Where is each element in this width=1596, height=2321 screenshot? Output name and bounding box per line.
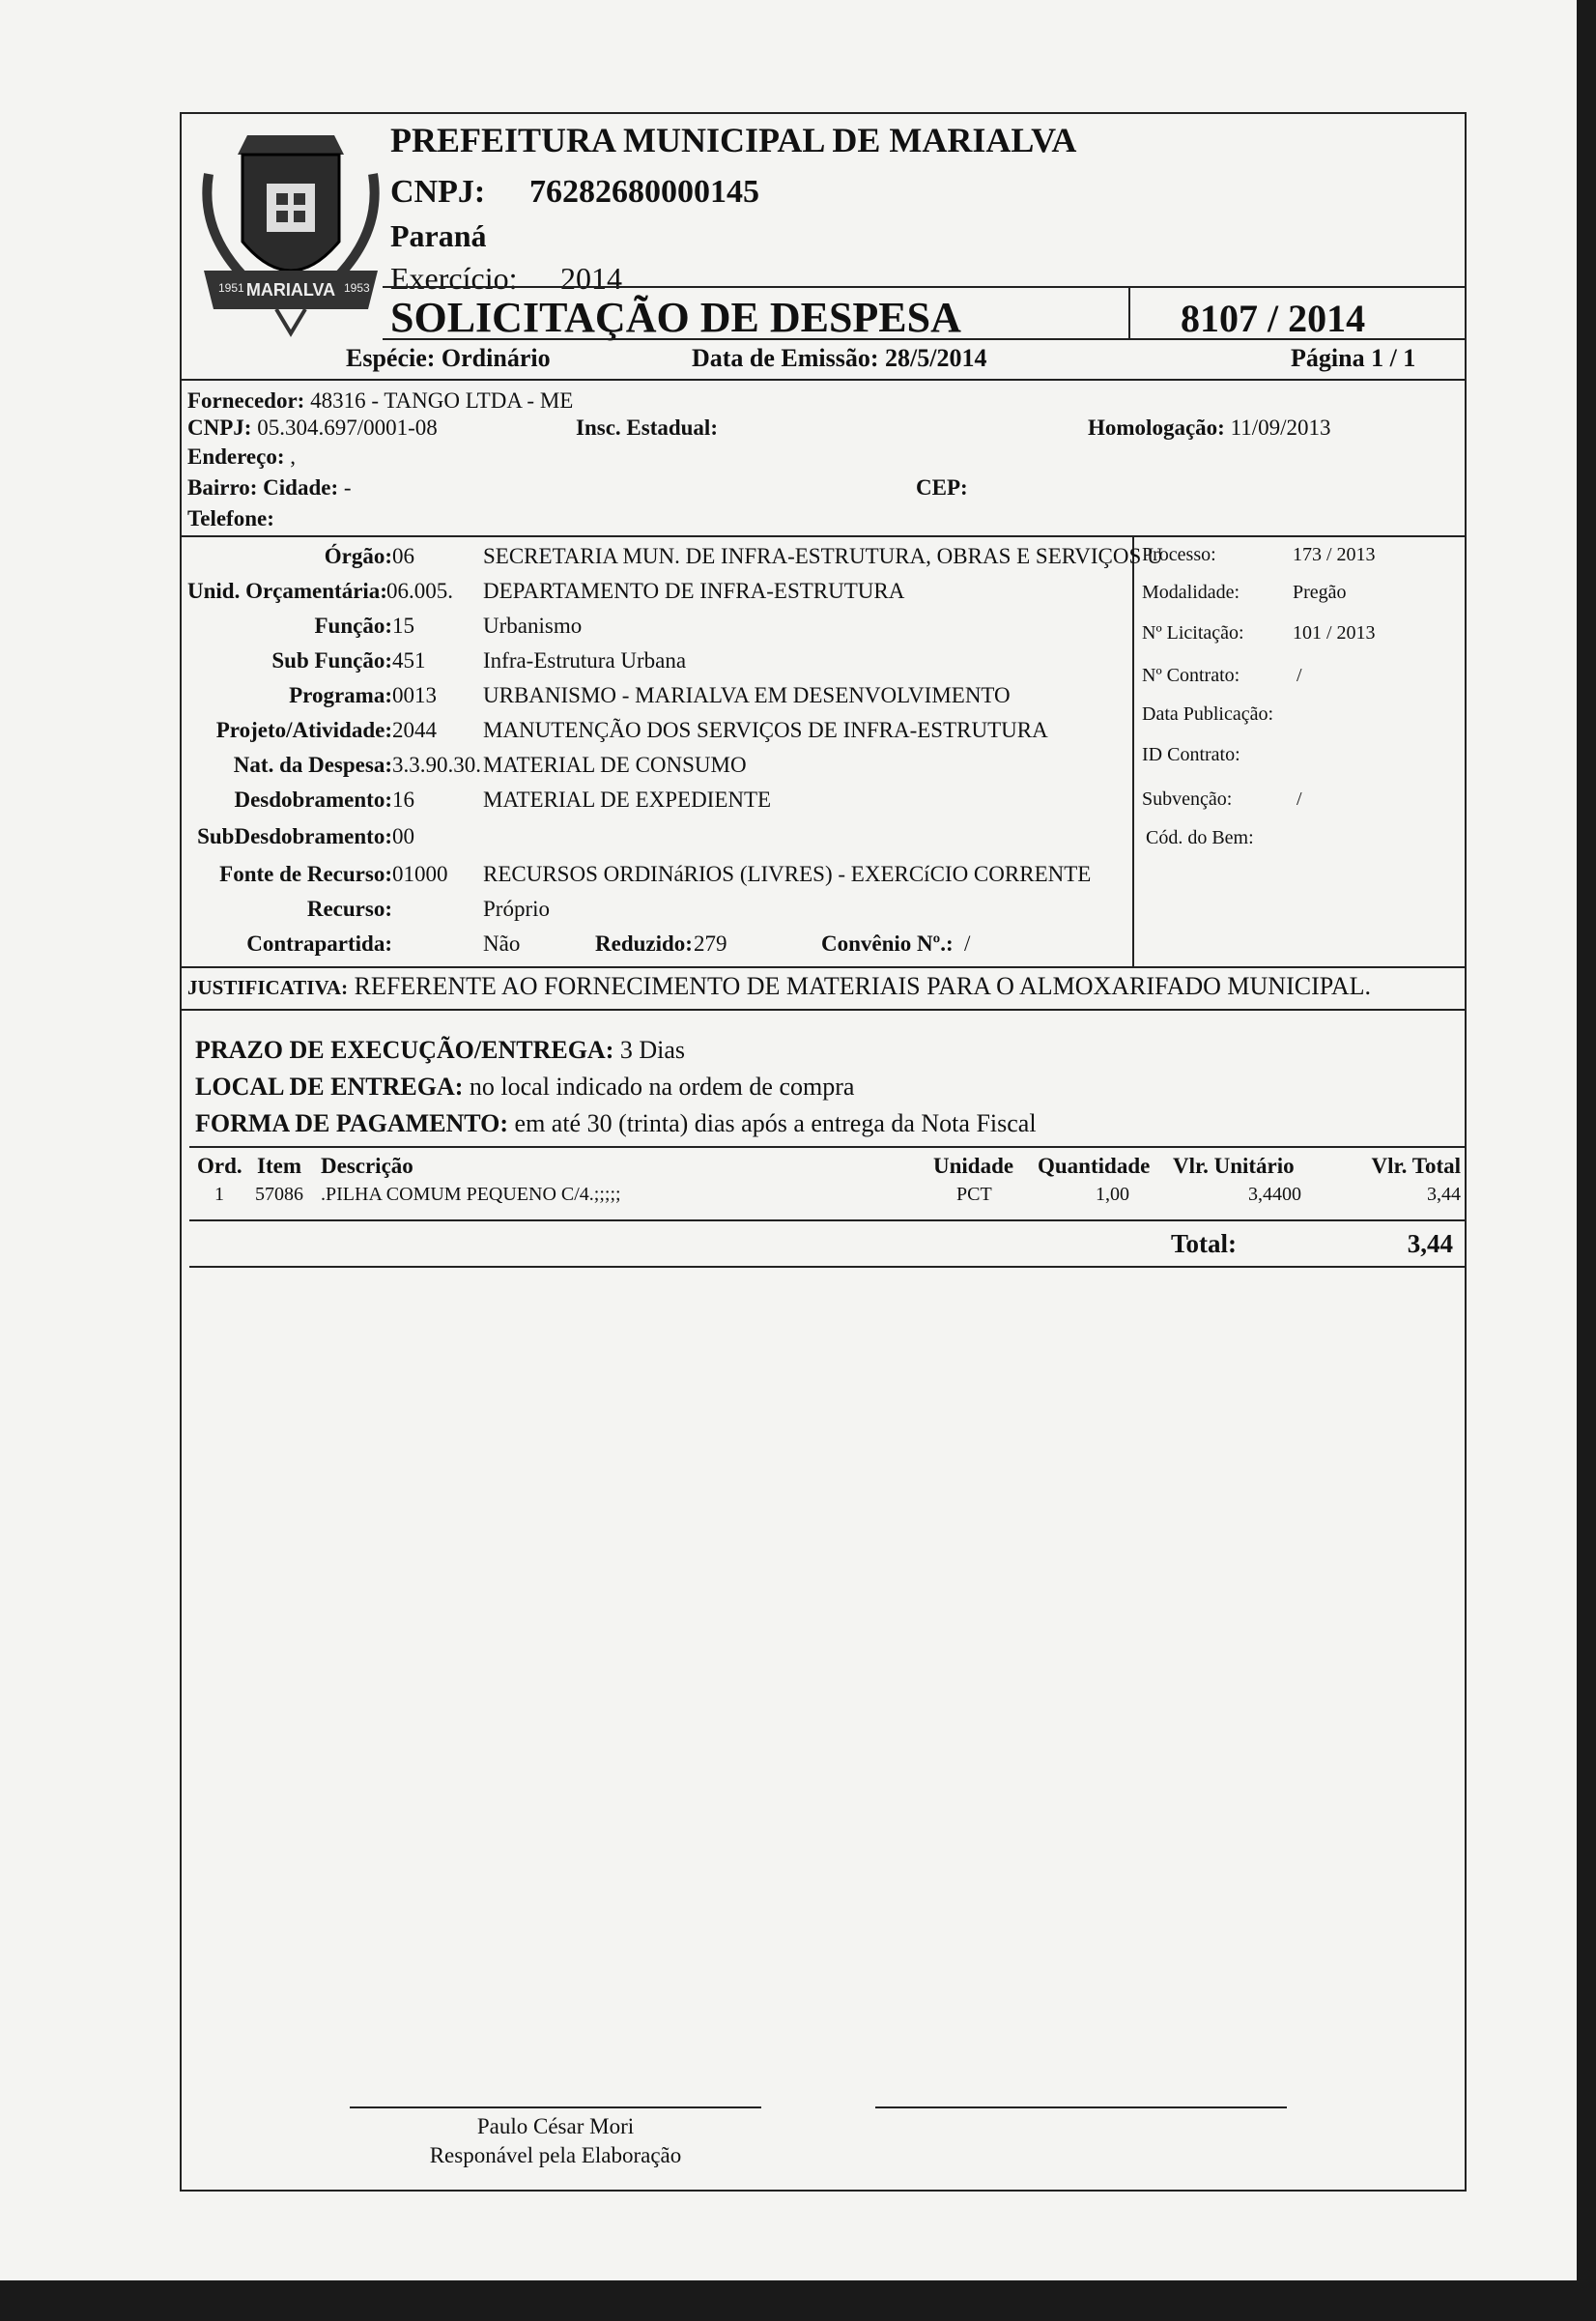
projeto-desc: MANUTENÇÃO DOS SERVIÇOS DE INFRA-ESTRUTURA: [483, 718, 1048, 742]
bairro-label: Bairro:: [187, 475, 258, 500]
prazo-value: 3 Dias: [619, 1036, 686, 1064]
document-title: SOLICITAÇÃO DE DESPESA: [390, 294, 961, 341]
desdob-label: Desdobramento:: [234, 788, 392, 812]
local-label: LOCAL DE ENTREGA:: [195, 1073, 464, 1101]
col-unidade-header: Unidade: [933, 1154, 1014, 1178]
budget-process-separator: [1132, 535, 1134, 966]
items-divider: [189, 1219, 1467, 1221]
reduzido-label: Reduzido:: [595, 931, 693, 956]
funcao-code: 15: [392, 614, 414, 638]
justificativa-label: JUSTIFICATIVA:: [187, 976, 349, 999]
reduzido-value: 279: [694, 931, 727, 956]
homologacao-value: 11/09/2013: [1230, 415, 1331, 440]
header-divider-mid: [383, 338, 1467, 340]
insc-estadual-label: Insc. Estadual:: [576, 415, 718, 440]
orgao-label: Órgão:: [324, 544, 392, 568]
supplier-cnpj-row: [187, 415, 438, 441]
projeto-code: 2044: [392, 718, 437, 742]
signature-line-right: [875, 2106, 1287, 2108]
terms-divider: [189, 1146, 1467, 1148]
modalidade-label: Modalidade:: [1142, 582, 1240, 603]
homologacao-label: Homologação:: [1088, 415, 1225, 440]
contrato-label: Nº Contrato:: [1142, 665, 1240, 686]
signer-name: Paulo César Mori: [476, 2114, 635, 2138]
col-item-header: Item: [257, 1154, 301, 1178]
modalidade-value: Pregão: [1293, 582, 1347, 603]
header-cnpj-value: 76282680000145: [529, 174, 759, 210]
subdesdob-code: 00: [392, 824, 414, 848]
fornecedor-value: 48316 - TANGO LTDA - ME: [310, 388, 574, 413]
supplier-divider: [180, 535, 1467, 537]
municipal-crest-icon: [189, 116, 392, 338]
page-number: Página 1 / 1: [1291, 344, 1416, 372]
telefone-label: Telefone:: [187, 506, 274, 530]
subfuncao-code: 451: [392, 648, 426, 673]
col-vlr-unitario-header: Vlr. Unitário: [1173, 1154, 1295, 1178]
row-vlr-unitario: 3,4400: [1248, 1184, 1301, 1205]
licitacao-label: Nº Licitação:: [1142, 622, 1244, 644]
row-ord: 1: [214, 1184, 224, 1205]
processo-value: 173 / 2013: [1293, 544, 1376, 565]
title-number-separator: [1128, 286, 1130, 338]
homologacao-row: [1088, 415, 1331, 441]
fornecedor-label: Fornecedor:: [187, 388, 305, 413]
natdesp-desc: MATERIAL DE CONSUMO: [483, 753, 747, 777]
unid-desc: DEPARTAMENTO DE INFRA-ESTRUTURA: [483, 579, 905, 603]
fonte-desc: RECURSOS ORDINáRIOS (LIVRES) - EXERCíCIO CORRENTE: [483, 862, 1092, 886]
header-divider-top: [383, 286, 1467, 288]
header-cnpj-label: CNPJ:: [390, 174, 486, 210]
licitacao-value: 101 / 2013: [1293, 622, 1376, 644]
supplier-cnpj-value: 05.304.697/0001-08: [257, 415, 438, 440]
col-descricao-header: Descrição: [321, 1154, 413, 1178]
contrato-value: /: [1297, 665, 1302, 686]
justificativa-row: [187, 972, 1371, 1001]
row-vlr-total: 3,44: [1427, 1184, 1461, 1205]
row-item: 57086: [255, 1184, 303, 1205]
scan-edge-bottom: [0, 2280, 1596, 2321]
endereco-row: [187, 444, 296, 470]
cep-label: CEP:: [916, 475, 968, 500]
crest-banner-text: MARIALVA: [245, 280, 336, 300]
crest-year-right: 1953: [344, 281, 370, 295]
signature-line-left: [350, 2106, 761, 2108]
exercise-value: 2014: [560, 261, 622, 296]
document-number: 8107 / 2014: [1181, 297, 1366, 340]
pagamento-value: em até 30 (trinta) dias após a entrega da Nota Fiscal: [514, 1109, 1037, 1137]
subdesdob-label: SubDesdobramento:: [197, 824, 392, 848]
desdob-code: 16: [392, 788, 414, 812]
local-value: no local indicado na ordem de compra: [469, 1073, 855, 1101]
natdesp-label: Nat. da Despesa:: [233, 753, 392, 777]
crest-year-left: 1951: [218, 281, 244, 295]
total-label: Total:: [1171, 1229, 1238, 1258]
row-quantidade: 1,00: [1096, 1184, 1129, 1205]
subfuncao-desc: Infra-Estrutura Urbana: [483, 648, 687, 673]
total-value: 3,44: [1407, 1229, 1453, 1258]
prazo-row: [195, 1036, 685, 1065]
header-divider-bottom: [180, 379, 1467, 381]
processo-label: Processo:: [1142, 544, 1216, 565]
scan-edge-right: [1577, 0, 1596, 2321]
row-descricao: .PILHA COMUM PEQUENO C/4.;;;;;: [321, 1184, 621, 1205]
species: Espécie: Ordinário: [346, 344, 551, 372]
publicacao-label: Data Publicação:: [1142, 703, 1274, 725]
emission-date: Data de Emissão: 28/5/2014: [692, 344, 987, 372]
endereco-label: Endereço:: [187, 444, 285, 469]
col-ord-header: Ord.: [197, 1154, 242, 1178]
col-quantidade-header: Quantidade: [1038, 1154, 1151, 1178]
row-unidade: PCT: [956, 1184, 992, 1205]
total-divider: [189, 1266, 1467, 1268]
contrapartida-label: Contrapartida:: [246, 931, 392, 956]
prazo-label: PRAZO DE EXECUÇÃO/ENTREGA:: [195, 1036, 614, 1064]
municipality-title: PREFEITURA MUNICIPAL DE MARIALVA: [390, 121, 1077, 159]
funcao-desc: Urbanismo: [483, 614, 583, 638]
col-vlr-total-header: Vlr. Total: [1371, 1154, 1461, 1178]
pagamento-row: [195, 1109, 1037, 1138]
fonte-label: Fonte de Recurso:: [219, 862, 392, 886]
funcao-label: Função:: [314, 614, 392, 638]
convenio-value: /: [964, 931, 971, 956]
convenio-label: Convênio Nº.:: [821, 931, 954, 956]
local-row: [195, 1073, 854, 1102]
pagamento-label: FORMA DE PAGAMENTO:: [195, 1109, 509, 1137]
subvencao-value: /: [1297, 788, 1302, 810]
header-state: Paraná: [390, 218, 487, 253]
programa-desc: URBANISMO - MARIALVA EM DESENVOLVIMENTO: [483, 683, 1011, 707]
recurso-label: Recurso:: [306, 897, 392, 921]
desdob-desc: MATERIAL DE EXPEDIENTE: [483, 788, 772, 812]
projeto-label: Projeto/Atividade:: [215, 718, 392, 742]
cidade-label: Cidade:: [263, 475, 339, 500]
cod-bem-label: Cód. do Bem:: [1146, 827, 1254, 848]
justification-divider: [180, 1009, 1467, 1011]
unid-code: 06.005.: [386, 579, 453, 603]
recurso-value: Próprio: [483, 897, 550, 921]
subvencao-label: Subvenção:: [1142, 788, 1233, 810]
id-contrato-label: ID Contrato:: [1142, 744, 1240, 765]
subfuncao-label: Sub Função:: [271, 648, 392, 673]
justificativa-text: REFERENTE AO FORNECIMENTO DE MATERIAIS PARA O ALMOXARIFADO MUNICIPAL.: [354, 972, 1371, 1000]
unid-label: Unid. Orçamentária:: [187, 579, 387, 603]
budget-divider: [180, 966, 1467, 968]
cidade-value: -: [343, 475, 352, 500]
bairro-row: [187, 475, 352, 501]
endereco-value: ,: [290, 444, 297, 469]
fornecedor-row: [187, 388, 573, 414]
fonte-code: 01000: [392, 862, 448, 886]
orgao-code: 06: [392, 544, 414, 568]
orgao-desc: SECRETARIA MUN. DE INFRA-ESTRUTURA, OBRAS E SERVIÇOS U: [483, 544, 1163, 568]
signer-role: Responável pela Elaboração: [429, 2143, 682, 2167]
programa-code: 0013: [392, 683, 437, 707]
natdesp-code: 3.3.90.30.: [392, 753, 481, 777]
exercise-label: Exercício:: [390, 261, 518, 296]
supplier-cnpj-label: CNPJ:: [187, 415, 252, 440]
contrapartida-value: Não: [483, 931, 521, 956]
programa-label: Programa:: [289, 683, 392, 707]
